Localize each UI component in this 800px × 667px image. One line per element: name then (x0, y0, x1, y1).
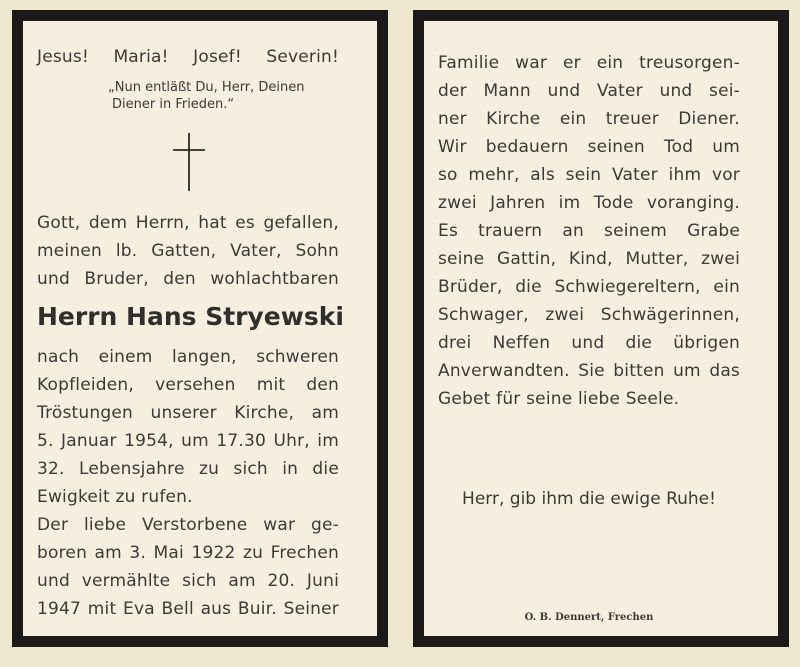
text-line: seine Gattin, Kind, Mutter, zwei (438, 249, 740, 269)
quote-line: „Nun entläßt Du, Herr, Deinen (108, 80, 305, 95)
text-line: Kopfleiden, versehen mit den (37, 375, 339, 395)
text-line: Gebet für seine liebe Seele. (438, 389, 680, 409)
text-line: der Mann und Vater und sei- (438, 81, 740, 101)
text-line: Ewigkeit zu rufen. (37, 487, 193, 507)
continued-paragraph (438, 49, 740, 413)
text-line: 5. Januar 1954, um 17.30 Uhr, im (37, 431, 339, 451)
text-line: drei Neffen und die übrigen (438, 333, 740, 353)
text-line: Es trauern an seinem Grabe (438, 221, 740, 241)
text-line: und Bruder, den wohlachtbaren (37, 269, 339, 289)
text-line: 1947 mit Eva Bell aus Buir. Seiner (37, 599, 339, 619)
text-line: ner Kirche ein treuer Diener. (438, 109, 740, 129)
text-line: boren am 3. Mai 1922 zu Frechen (37, 543, 339, 563)
invocation-line: Jesus! Maria! Josef! Severin! (37, 47, 339, 67)
text-line: so mehr, als sein Vater ihm vor (438, 165, 740, 185)
text-line: Brüder, die Schwiegereltern, ein (438, 277, 740, 297)
text-line: Anverwandten. Sie bitten um das (438, 361, 740, 381)
text-line: Der liebe Verstorbene war ge- (37, 515, 339, 535)
body-paragraph (37, 343, 339, 623)
text-line: Schwager, zwei Schwägerinnen, (438, 305, 740, 325)
text-line: Gott, dem Herrn, hat es gefallen, (37, 213, 339, 233)
text-line: Tröstungen unserer Kirche, am (37, 403, 339, 423)
deceased-name: Herrn Hans Stryewski (37, 302, 344, 331)
text-line: und vermählte sich am 20. Juni (37, 571, 339, 591)
text-line: Familie war er ein treusorgen- (438, 53, 740, 73)
text-line: meinen lb. Gatten, Vater, Sohn (37, 241, 339, 261)
text-line: zwei Jahren im Tode voranging. (438, 193, 740, 213)
cross-icon (171, 131, 207, 193)
text-line: nach einem langen, schweren (37, 347, 339, 367)
printer-imprint: O. B. Dennert, Frechen (524, 612, 654, 623)
text-line: 32. Lebensjahre zu sich in die (37, 459, 339, 479)
text-line: Wir bedauern seinen Tod um (438, 137, 740, 157)
scripture-quote (108, 79, 338, 113)
intro-paragraph (37, 209, 339, 293)
closing-prayer: Herr, gib ihm die ewige Ruhe! (462, 489, 716, 509)
quote-line: Diener in Frieden.“ (112, 97, 235, 112)
